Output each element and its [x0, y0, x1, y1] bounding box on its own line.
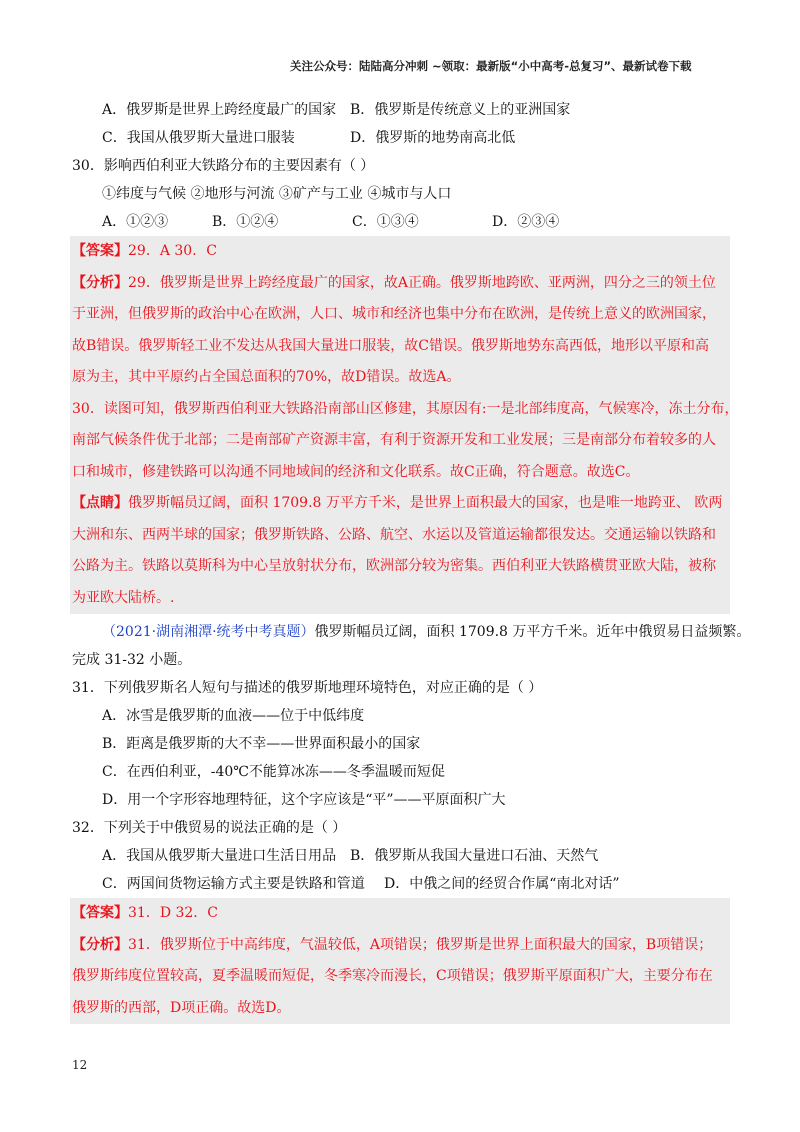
analysis-line: 口和城市，修建铁路可以沟通不同地域间的经济和文化联系。故C正确，符合题意。故选C。 [72, 463, 640, 480]
analysis-line: 俄罗斯纬度位置较高，夏季温暖而短促，冬季寒冷而漫长，C项错误；俄罗斯平原面积广大，主要分布在 [72, 968, 713, 984]
q29-option-d: D．俄罗斯的地势南高北低 [350, 130, 516, 146]
q32-option-a: A．我国从俄罗斯大量进口生活日用品 [102, 848, 337, 864]
answer-tag: 【答案】 [72, 905, 128, 921]
point-line: 为亚欧大陆桥。. [72, 589, 175, 606]
material-line [72, 618, 751, 646]
q32-options-row2 [72, 870, 728, 898]
analysis-line: 南部气候条件优于北部；二是南部矿产资源丰富，有利于资源开发和工业发展；三是南部分布着较多的人 [72, 432, 716, 448]
point-text: 俄罗斯幅员辽阔，面积 1709.8 万平方千米，是世界上面积最大的国家，也是唯一地跨亚、 欧两 [128, 495, 723, 511]
q31-option-b: B．距离是俄罗斯的大不幸——世界面积最小的国家 [102, 736, 421, 752]
answer-block-2 [70, 898, 730, 1024]
q30-option-d: D．②③④ [492, 214, 560, 230]
q30-option-c: C．①③④ [352, 214, 419, 230]
q32-option-b: B．俄罗斯从我国大量进口石油、天然气 [350, 848, 599, 864]
q29-options-row2 [72, 124, 728, 152]
analysis-line: 于亚洲，但俄罗斯的政治中心在欧洲，人口、城市和经济也集中分布在欧洲，是传统上意义的欧洲国家， [72, 306, 716, 322]
q30-options-row [72, 208, 728, 236]
point-line: 公路为主。铁路以莫斯科为中心呈放射状分布，欧洲部分较为密集。西伯利亚大铁路横贯亚欧大陆，被称 [72, 558, 716, 574]
material-text: 俄罗斯幅员辽阔，面积 1709.8 万平方千米。近年中俄贸易日益频繁。 [314, 624, 751, 640]
q32-option-c: C．两国间货物运输方式主要是铁路和管道 [102, 876, 365, 892]
q31-stem: 31．下列俄罗斯名人短句与描述的俄罗斯地理环境特色，对应正确的是（ ） [72, 680, 543, 696]
answer-block-1 [70, 236, 739, 614]
q32-stem: 32．下列关于中俄贸易的说法正确的是（ ） [72, 820, 347, 836]
analysis-line: 俄罗斯的西部，D项正确。故选D。 [72, 999, 291, 1016]
answer-tag: 【答案】 [72, 243, 128, 259]
q32-options-row1 [72, 842, 728, 870]
q31-option-c: C．在西伯利亚，-40℃不能算冰冻——冬季温暖而短促 [102, 764, 445, 780]
point-line [72, 488, 728, 520]
analysis-line: 原为主，其中平原约占全国总面积的70%，故D错误。故选A。 [72, 369, 461, 385]
q29-option-b: B．俄罗斯是传统意义上的亚洲国家 [350, 102, 571, 118]
q31-option-d: D．用一个字形容地理特征，这个字应该是“平”——平原面积广大 [102, 792, 506, 808]
answer-text: 29．A 30．C [128, 243, 217, 259]
material-source: （2021·湖南湘潭·统考中考真题） [102, 624, 315, 640]
analysis-line: 30．读图可知，俄罗斯西伯利亚大铁路沿南部山区修建，其原因有:一是北部纬度高，气候寒冷，冻土分布， [72, 400, 739, 417]
analysis-line [72, 930, 728, 962]
analysis-line [72, 268, 728, 300]
q29-options-row1 [72, 96, 728, 124]
analysis-line: 故B错误。俄罗斯轻工业不发达从我国大量进口服装，故C错误。俄罗斯地势东高西低，地形以平原和高 [72, 337, 709, 354]
q31-option-a: A．冰雪是俄罗斯的血液——位于中低纬度 [102, 708, 365, 724]
answer-line-2 [72, 898, 728, 930]
material-line-2: 完成 31-32 小题。 [72, 652, 192, 668]
document-body [72, 96, 751, 1024]
point-line: 大洲和东、西两半球的国家；俄罗斯铁路、公路、航空、水运以及管道运输都很发达。交通运输以铁路和 [72, 526, 716, 543]
answer-line-1 [72, 236, 728, 268]
analysis-text: 31．俄罗斯位于中高纬度，气温较低，A项错误；俄罗斯是世界上面积最大的国家，B项错误； [128, 936, 713, 953]
point-tag: 【点睛】 [72, 495, 128, 511]
analysis-tag: 【分析】 [72, 936, 128, 953]
analysis-tag: 【分析】 [72, 274, 128, 291]
page-number: 12 [72, 1058, 88, 1072]
q30-factors: ①纬度与气候 ②地形与河流 ③矿产与工业 ④城市与人口 [102, 186, 452, 202]
q30-option-a: A．①②③ [102, 214, 169, 230]
q30-option-b: B．①②④ [212, 214, 279, 230]
answer-text: 31．D 32．C [128, 905, 219, 921]
q29-option-c: C．我国从俄罗斯大量进口服装 [102, 130, 295, 146]
page-header: 关注公众号：陆陆高分冲刺 ~领取：最新版“小中高考-总复习”、最新试卷下载 [290, 59, 692, 73]
q32-option-d: D．中俄之间的经贸合作属“南北对话” [384, 876, 620, 892]
q29-option-a: A．俄罗斯是世界上跨经度最广的国家 [102, 102, 337, 118]
analysis-text: 29．俄罗斯是世界上跨经度最广的国家，故A正确。俄罗斯地跨欧、亚两洲，四分之三的领土位 [128, 274, 716, 291]
q30-stem: 30．影响西伯利亚大铁路分布的主要因素有（ ） [72, 158, 375, 174]
